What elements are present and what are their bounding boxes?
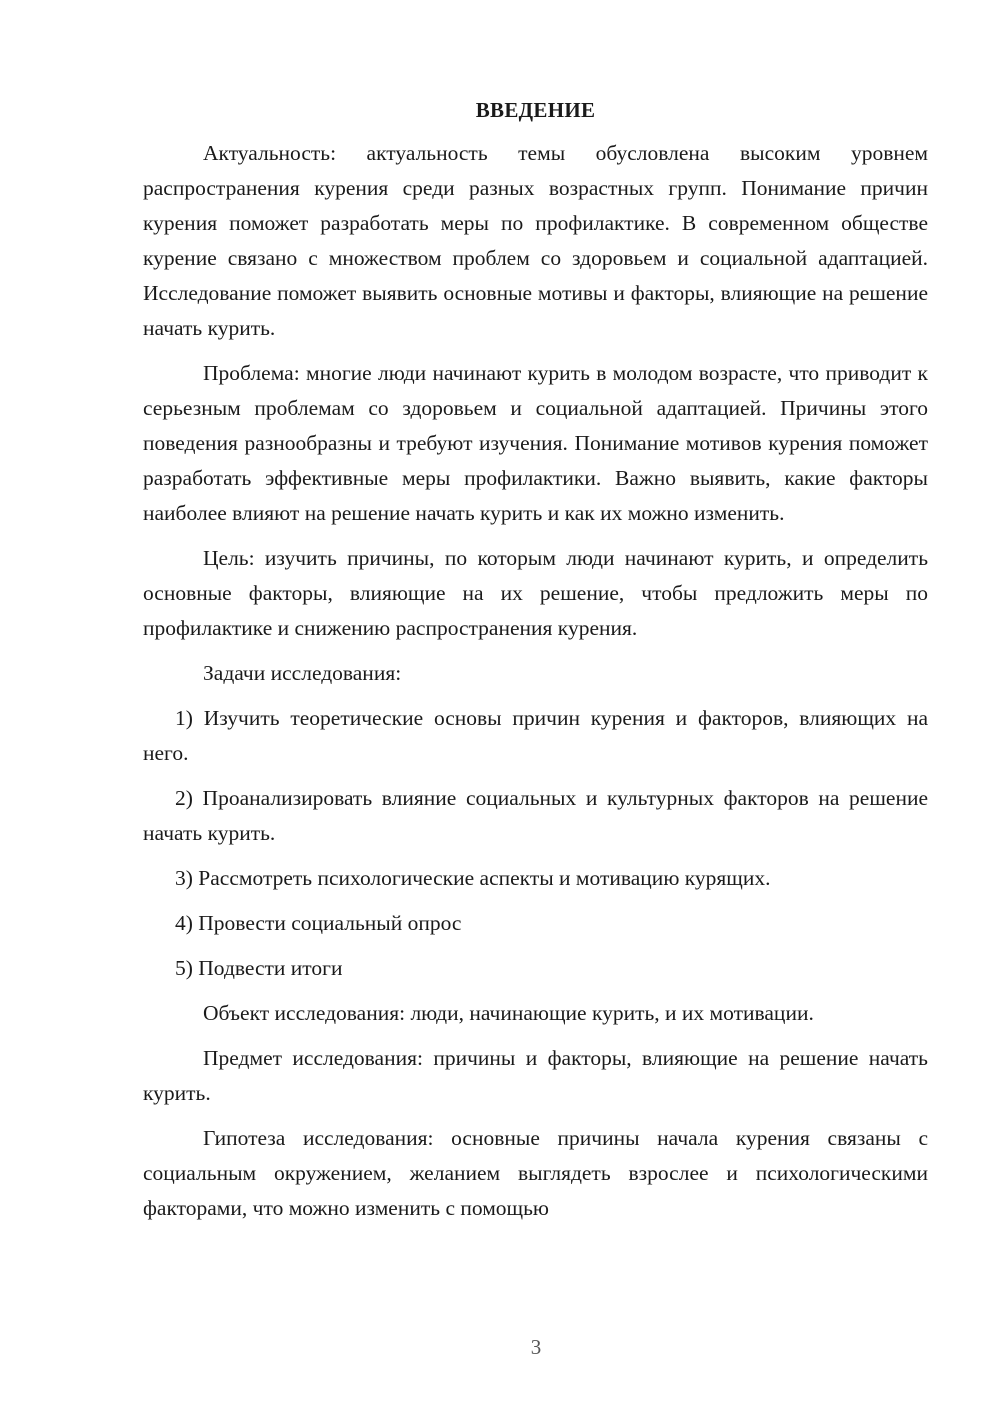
object-paragraph: Объект исследования: люди, начинающие курить, и их мотивации. xyxy=(203,1001,814,1025)
list-item: 5) Подвести итоги xyxy=(175,956,343,980)
page-number: 3 xyxy=(530,1335,542,1359)
list-item: 4) Провести социальный опрос xyxy=(175,911,462,935)
hypothesis-paragraph: Гипотеза исследования: основные причины начала курения связаны с социальным окружением, желанием выглядеть взрослее и психологическими факторами, что можно изменить с помощью xyxy=(143,1126,928,1220)
section-heading: ВВЕДЕНИЕ xyxy=(475,98,596,122)
document-page xyxy=(143,95,928,1226)
tasks-list xyxy=(143,701,928,986)
tasks-heading: Задачи исследования: xyxy=(203,661,402,685)
goal-paragraph: Цель: изучить причины, по которым люди начинают курить, и определить основные факторы, влияющие на их решение, чтобы предложить меры по профилактике и снижению распространения курения. xyxy=(143,546,928,640)
list-item: 1) Изучить теоретические основы причин курения и факторов, влияющих на него. xyxy=(143,706,928,765)
list-item: 2) Проанализировать влияние социальных и культурных факторов на решение начать курить. xyxy=(143,786,928,845)
problem-paragraph: Проблема: многие люди начинают курить в молодом возрасте, что приводит к серьезным проблемам со здоровьем и социальной адаптацией. Причины этого поведения разнообразны и требуют изучения. Понимание мотивов курения поможет разработать эффективные меры профилактики. Важно выявить, какие факторы наиболее влияют на решение начать курить и как их можно изменить. xyxy=(143,361,928,525)
subject-paragraph: Предмет исследования: причины и факторы, влияющие на решение начать курить. xyxy=(143,1046,928,1105)
list-item: 3) Рассмотреть психологические аспекты и мотивацию курящих. xyxy=(175,866,771,890)
relevance-paragraph: Актуальность: актуальность темы обусловлена высоким уровнем распространения курения среди разных возрастных групп. Понимание причин курения поможет разработать меры по профилактике. В современном обществе курение связано с множеством проблем со здоровьем и социальной адаптацией. Исследование поможет выявить основные мотивы и факторы, влияющие на решение начать курить. xyxy=(143,141,928,340)
